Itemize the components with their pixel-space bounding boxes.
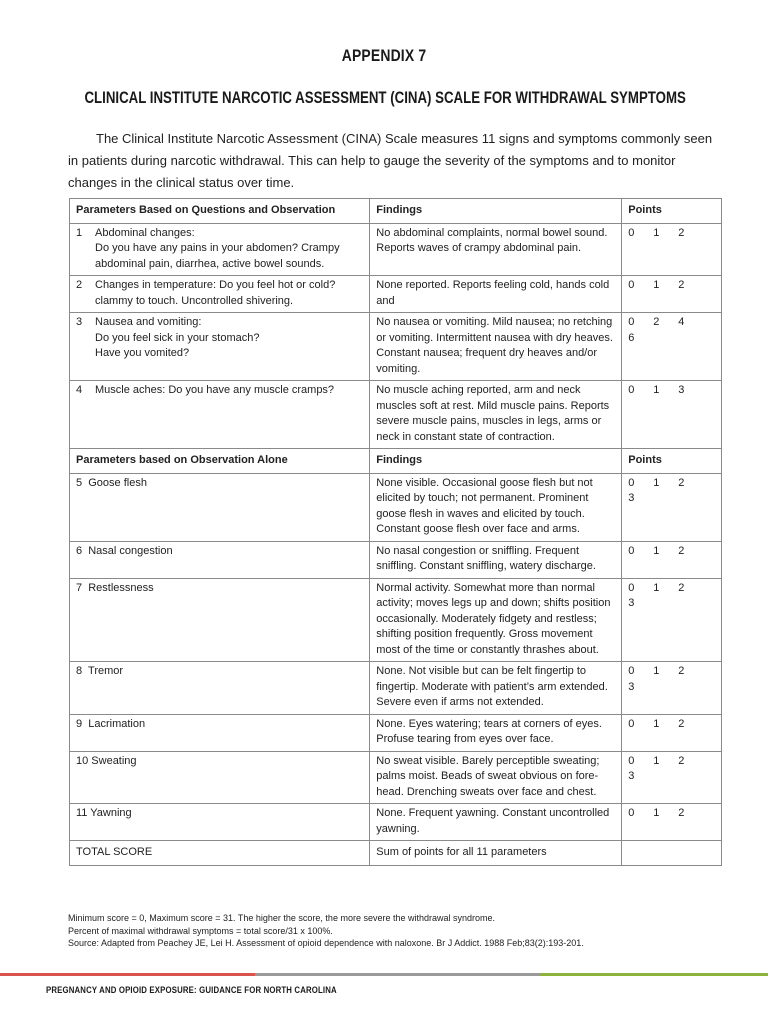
parameter-cell: 5 Goose flesh — [70, 473, 370, 541]
parameter-row — [70, 541, 722, 578]
findings-cell: No sweat visible. Barely perceptible sweating; palms moist. Beads of sweat obvious on fore-head. Drenching sweats over face and chest. — [370, 751, 622, 804]
point-value: 3 — [628, 770, 635, 782]
point-value: 2 — [678, 665, 685, 677]
page-title: CLINICAL INSTITUTE NARCOTIC ASSESSMENT (CINA) SCALE FOR WITHDRAWAL SYMPTOMS — [84, 88, 686, 107]
point-value: 1 — [653, 384, 660, 396]
point-value: 2 — [678, 581, 685, 594]
parameter-row — [70, 662, 722, 715]
section2-header-row — [70, 449, 722, 474]
parameter-line: Do you feel sick in your stomach? — [95, 331, 260, 344]
parameter-text — [76, 315, 363, 362]
footer-title: PREGNANCY AND OPIOID EXPOSURE: GUIDANCE FOR NORTH CAROLINA — [46, 985, 337, 996]
parameter-cell: 6 Nasal congestion — [70, 541, 370, 578]
parameter-text — [76, 278, 363, 309]
point-value: 2 — [678, 717, 685, 730]
points-cell — [622, 473, 722, 541]
points-cell — [622, 751, 722, 804]
points-cell — [622, 541, 722, 578]
point-value: 0 — [628, 316, 635, 328]
findings-cell: None. Not visible but can be felt fingertip to fingertip. Moderate with patient’s arm extended. Severe even if arms not extended. — [370, 662, 622, 715]
parameter-line: Abdominal changes: — [95, 226, 195, 239]
point-value: 1 — [653, 279, 660, 291]
parameter-text — [76, 226, 363, 273]
points-cell — [622, 276, 722, 313]
appendix-label: APPENDIX 7 — [341, 46, 427, 65]
parameter-question — [87, 278, 363, 309]
parameter-row — [70, 751, 722, 804]
parameter-row — [70, 473, 722, 541]
footer-color-bar — [0, 973, 768, 976]
footer-bar-segment-gray — [255, 973, 540, 976]
point-value: 0 — [628, 717, 635, 730]
parameter-line: abdominal pain, diarrhea, active bowel sounds. — [95, 257, 325, 270]
point-value: 0 — [628, 807, 635, 819]
points-cell — [622, 804, 722, 841]
point-value: 2 — [678, 279, 685, 291]
parameter-cell: 9 Lacrimation — [70, 714, 370, 751]
findings-cell: None. Frequent yawning. Constant uncontrolled yawning. — [370, 804, 622, 841]
findings-cell: No abdominal complaints, normal bowel sound. Reports waves of crampy abdominal pain. — [370, 223, 622, 276]
parameter-row — [70, 381, 722, 449]
total-score-points — [622, 841, 722, 866]
parameter-line: Muscle aches: Do you have any muscle cramps? — [95, 384, 335, 396]
point-value: 2 — [678, 544, 685, 557]
point-value: 1 — [653, 226, 660, 239]
total-score-row — [70, 841, 722, 866]
total-score-label: TOTAL SCORE — [70, 841, 370, 866]
section1-param-header: Parameters Based on Questions and Observation — [70, 199, 370, 224]
section1-header-row — [70, 199, 722, 224]
parameter-row — [70, 578, 722, 662]
section1-findings-header: Findings — [370, 199, 622, 224]
parameter-line: Changes in temperature: Do you feel hot or cold? — [95, 279, 336, 291]
section2-param-header: Parameters based on Observation Alone — [70, 449, 370, 474]
section1-points-header: Points — [622, 199, 722, 224]
parameter-line: Have you vomited? — [95, 347, 190, 359]
parameter-number: 2 — [76, 279, 83, 291]
parameter-cell: 11 Yawning — [70, 804, 370, 841]
parameter-cell — [70, 313, 370, 381]
parameter-question — [87, 315, 363, 362]
findings-cell: No muscle aching reported, arm and neck muscles soft at rest. Mild muscle pains. Reports severe muscle pains, muscles in legs, arms or neck in constant state of contraction. — [370, 381, 622, 449]
parameter-row — [70, 714, 722, 751]
point-value: 1 — [653, 717, 660, 730]
parameter-cell — [70, 223, 370, 276]
point-value: 1 — [653, 544, 660, 557]
parameter-line: clammy to touch. Uncontrolled shivering. — [95, 294, 294, 307]
parameter-line: Do you have any pains in your abdomen? Crampy — [95, 242, 340, 254]
point-value: 0 — [628, 279, 635, 291]
point-value: 0 — [628, 544, 635, 557]
points-cell — [622, 714, 722, 751]
point-value: 0 — [628, 476, 635, 489]
section2-points-header: Points — [622, 449, 722, 474]
parameter-row — [70, 804, 722, 841]
parameter-cell: 10 Sweating — [70, 751, 370, 804]
point-value: 0 — [628, 665, 635, 677]
point-value: 3 — [628, 492, 635, 504]
point-value: 6 — [628, 331, 635, 344]
point-value: 4 — [678, 316, 685, 328]
parameter-cell — [70, 276, 370, 313]
point-value: 2 — [678, 754, 685, 767]
footer-bar-segment-green — [540, 973, 768, 976]
findings-cell: Normal activity. Somewhat more than normal activity; moves legs up and down; shifts position occasionally. Moderately fidgety and restless; shifting position frequently. Gross movement most of the time or constantly thrashes about. — [370, 578, 622, 662]
parameter-number: 3 — [76, 316, 83, 328]
point-value: 2 — [678, 226, 685, 239]
parameter-cell: 7 Restlessness — [70, 578, 370, 662]
findings-cell: None visible. Occasional goose flesh but not elicited by touch; not permanent. Prominent goose flesh in waves and elicited by touch. Constant goose flesh over face and arms. — [370, 473, 622, 541]
point-value: 3 — [678, 384, 685, 396]
parameter-row — [70, 276, 722, 313]
points-cell — [622, 381, 722, 449]
points-cell — [622, 578, 722, 662]
parameter-question — [87, 226, 363, 273]
point-value: 0 — [628, 384, 635, 396]
parameter-question — [87, 383, 363, 399]
point-value: 2 — [653, 316, 660, 328]
point-value: 1 — [653, 581, 660, 594]
point-value: 2 — [678, 476, 685, 489]
intro-paragraph: The Clinical Institute Narcotic Assessment (CINA) Scale measures 11 signs and symptoms commonly seen in patients during narcotic withdrawal. This can help to gauge the severity of the symptoms and to monitor changes in the clinical status over time. — [68, 131, 713, 190]
point-value: 1 — [653, 476, 660, 489]
parameter-row — [70, 313, 722, 381]
points-cell — [622, 223, 722, 276]
point-value: 1 — [653, 807, 660, 819]
cina-scale-table — [69, 198, 722, 866]
parameter-cell — [70, 381, 370, 449]
table-notes — [68, 912, 728, 950]
parameter-row — [70, 223, 722, 276]
findings-cell: No nasal congestion or sniffling. Frequent sniffling. Constant sniffling, watery discharge. — [370, 541, 622, 578]
findings-cell: None reported. Reports feeling cold, hands cold and — [370, 276, 622, 313]
point-value: 1 — [653, 754, 660, 767]
parameter-cell: 8 Tremor — [70, 662, 370, 715]
parameter-number: 1 — [76, 226, 83, 239]
point-value: 1 — [653, 665, 660, 677]
note-line: Minimum score = 0, Maximum score = 31. The higher the score, the more severe the withdrawal syndrome. — [68, 913, 496, 923]
points-cell — [622, 662, 722, 715]
findings-cell: None. Eyes watering; tears at corners of eyes. Profuse tearing from eyes over face. — [370, 714, 622, 751]
note-line: Source: Adapted from Peachey JE, Lei H. Assessment of opioid dependence with naloxone. Br J Addict. 1988 Feb;83(2):193-201. — [68, 938, 584, 948]
point-value: 3 — [628, 597, 635, 609]
point-value: 0 — [628, 226, 635, 239]
points-cell — [622, 313, 722, 381]
point-value: 0 — [628, 754, 635, 767]
point-value: 2 — [678, 807, 685, 819]
parameter-number: 4 — [76, 384, 83, 396]
findings-cell: No nausea or vomiting. Mild nausea; no retching or vomiting. Intermittent nausea with dry heaves. Constant nausea; frequent dry heaves and/or vomiting. — [370, 313, 622, 381]
footer-bar-segment-red — [0, 973, 255, 976]
parameter-line: Nausea and vomiting: — [95, 316, 202, 328]
note-line: Percent of maximal withdrawal symptoms = total score/31 x 100%. — [68, 925, 333, 936]
parameter-text — [76, 383, 363, 399]
section2-findings-header: Findings — [370, 449, 622, 474]
total-score-findings: Sum of points for all 11 parameters — [370, 841, 622, 866]
point-value: 0 — [628, 581, 635, 594]
point-value: 3 — [628, 680, 635, 693]
